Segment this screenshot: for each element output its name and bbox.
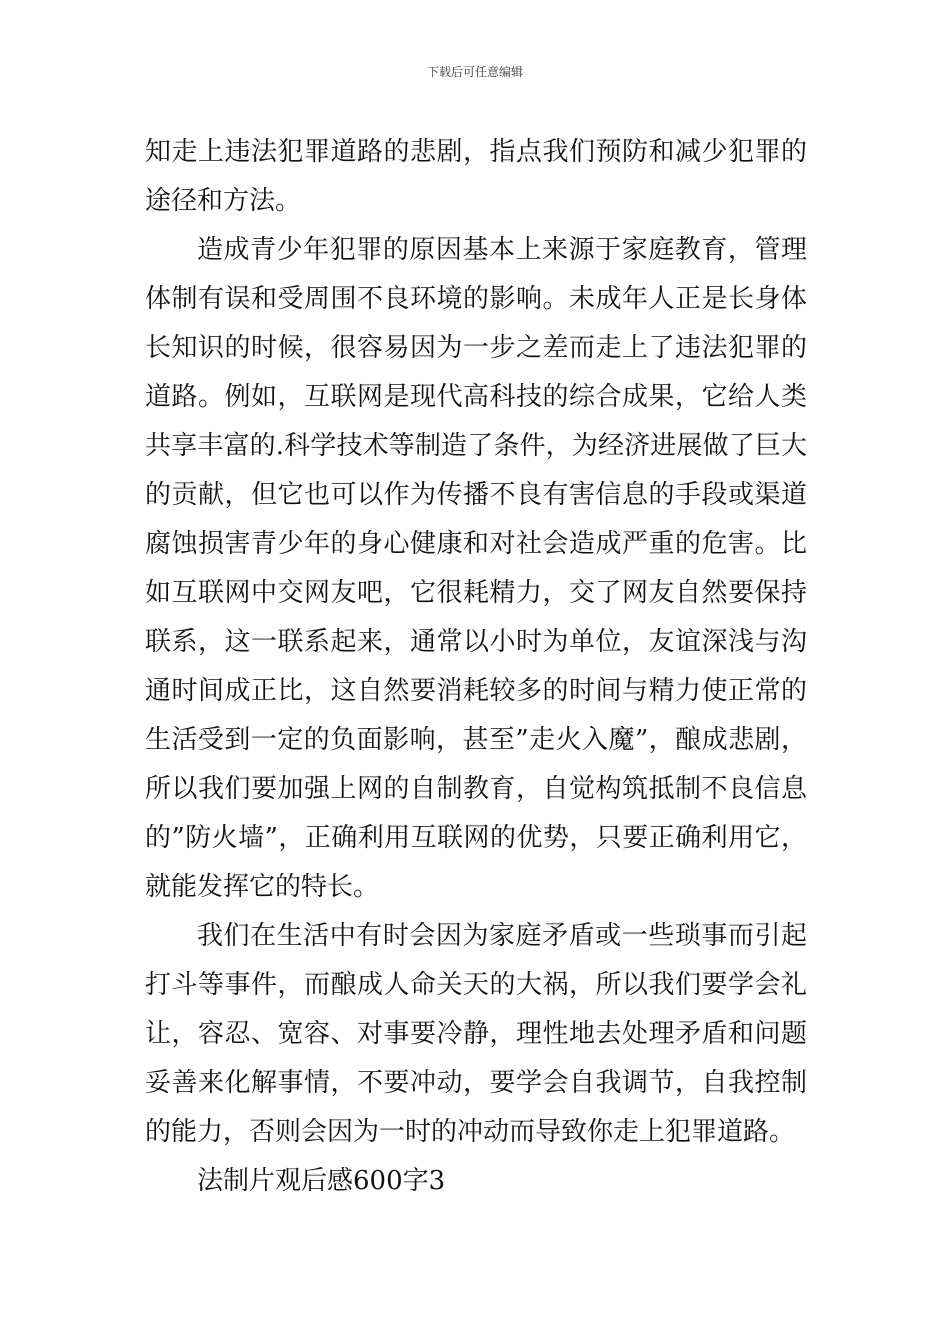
text-line: 生活受到一定的负面影响，甚至”走火入魔”，酿成悲剧，: [145, 725, 807, 755]
text-line: 共享丰富的.科学技术等制造了条件，为经济进展做了巨大: [145, 431, 807, 461]
text-line: 的贡献，但它也可以作为传播不良有害信息的手段或渠道: [145, 480, 807, 510]
text-line: 就能发挥它的特长。: [145, 872, 380, 902]
text-line: 妥善来化解事情，不要冲动，要学会自我调节，自我控制: [145, 1068, 807, 1098]
section-heading: 法制片观后感600字3: [197, 1166, 446, 1196]
text-line: 道路。例如，互联网是现代高科技的综合成果，它给人类: [145, 382, 807, 412]
paragraph-start-line: 我们在生活中有时会因为家庭矛盾或一些琐事而引起: [197, 921, 807, 951]
text-line: 的能力，否则会因为一时的冲动而导致你走上犯罪道路。: [145, 1117, 796, 1147]
text-line: 如互联网中交网友吧，它很耗精力，交了网友自然要保持: [145, 578, 807, 608]
text-line: 通时间成正比，这自然要消耗较多的时间与精力使正常的: [145, 676, 807, 706]
text-line: 长知识的时候，很容易因为一步之差而走上了违法犯罪的: [145, 333, 807, 363]
text-line: 让，容忍、宽容、对事要冷静，理性地去处理矛盾和问题: [145, 1019, 807, 1049]
text-line: 腐蚀损害青少年的身心健康和对社会造成严重的危害。比: [145, 529, 807, 559]
text-line: 体制有误和受周围不良环境的影响。未成年人正是长身体: [145, 284, 807, 314]
text-line: 知走上违法犯罪道路的悲剧，指点我们预防和减少犯罪的: [145, 137, 807, 167]
document-body: [145, 128, 807, 1206]
paragraph-start-line: 造成青少年犯罪的原因基本上来源于家庭教育，管理: [197, 235, 807, 265]
text-line: 途径和方法。: [145, 186, 302, 216]
text-line: 所以我们要加强上网的自制教育，自觉构筑抵制不良信息: [145, 774, 807, 804]
text-line: 打斗等事件，而酿成人命关天的大祸，所以我们要学会礼: [145, 970, 807, 1000]
text-line: 联系，这一联系起来，通常以小时为单位，友谊深浅与沟: [145, 627, 807, 657]
text-line: 的”防火墙”，正确利用互联网的优势，只要正确利用它，: [145, 823, 807, 853]
header-note: 下载后可任意编辑: [426, 65, 523, 79]
